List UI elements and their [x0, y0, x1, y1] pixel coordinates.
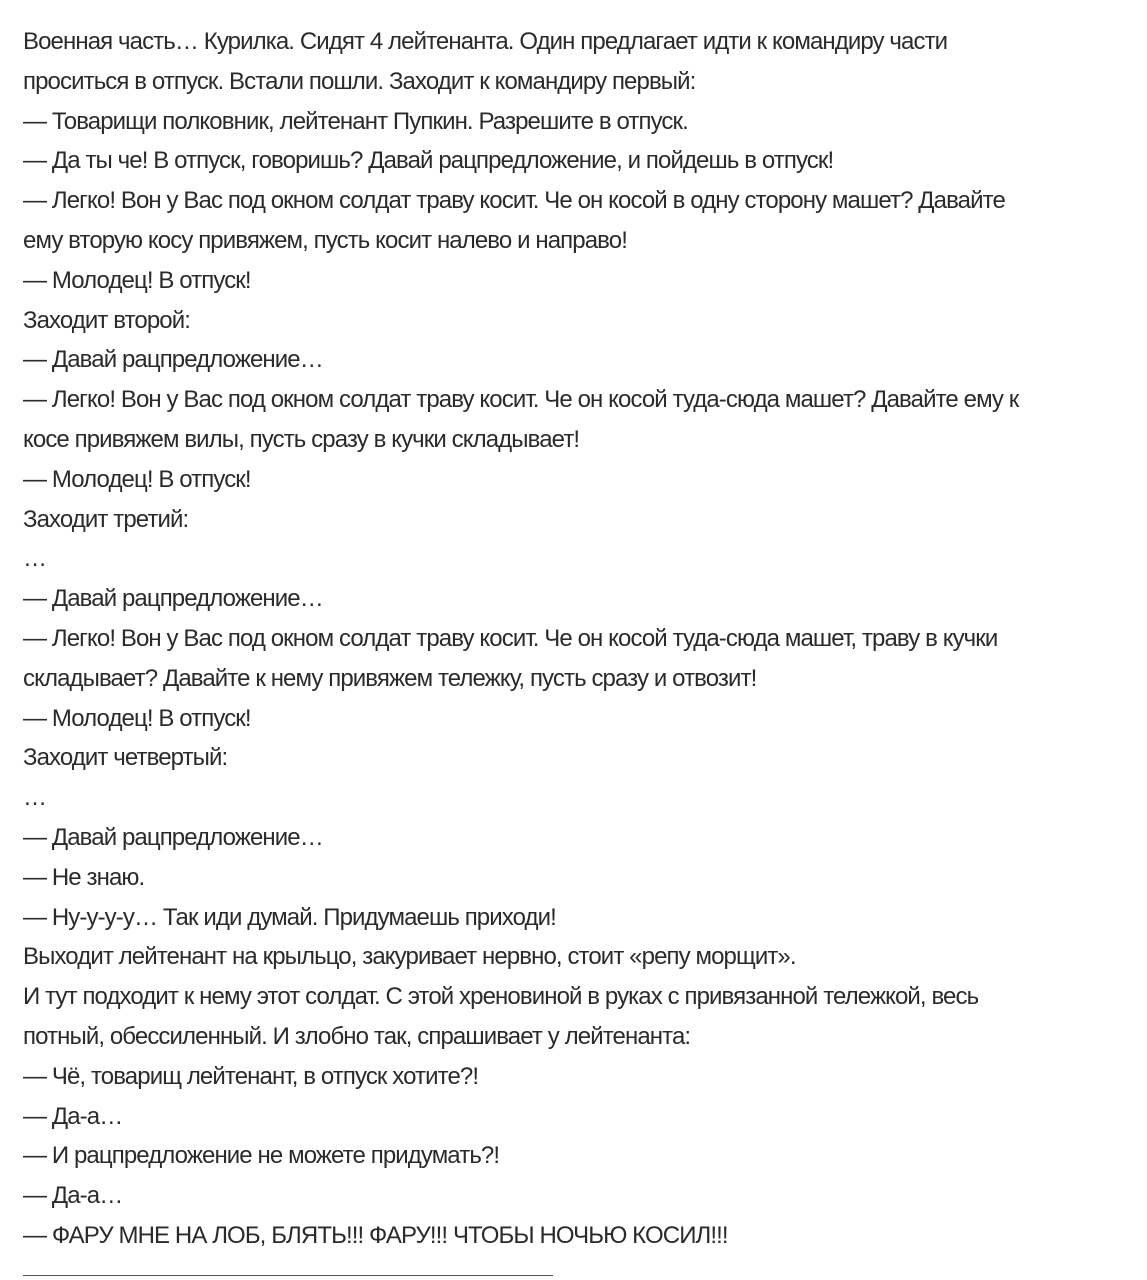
- story-line: — Ну-у-у-у… Так иди думай. Придумаешь приходи!: [23, 903, 556, 931]
- story-line: ему вторую косу привяжем, пусть косит налево и направо!: [23, 226, 627, 254]
- story-line: — Да ты че! В отпуск, говоришь? Давай рацпредложение, и пойдешь в отпуск!: [23, 147, 834, 175]
- story-line: — Давай рацпредложение…: [23, 823, 323, 851]
- story-line: — Легко! Вон у Вас под окном солдат траву косит. Че он косой в одну сторону машет? Давайте: [23, 187, 1005, 215]
- story-line: Заходит четвертый:: [23, 744, 228, 772]
- divider-line: [23, 1275, 553, 1276]
- story-line: И тут подходит к нему этот солдат. С этой хреновиной в руках с привязанной тележкой, весь: [23, 983, 979, 1011]
- story-line: — Легко! Вон у Вас под окном солдат траву косит. Че он косой туда-сюда машет, траву в кучки: [23, 624, 998, 652]
- story-line: — И рацпредложение не можете придумать?!: [23, 1142, 500, 1170]
- story-line: складывает? Давайте к нему привяжем тележку, пусть сразу и отвозит!: [23, 664, 757, 692]
- story-line: — Давай рацпредложение…: [23, 346, 323, 374]
- story-line: …: [23, 545, 47, 573]
- story-line: — Не знаю.: [23, 863, 145, 891]
- story-line: — Легко! Вон у Вас под окном солдат траву косит. Че он косой туда-сюда машет? Давайте ему к: [23, 386, 1019, 414]
- story-line: — Чё, товарищ лейтенант, в отпуск хотите?!: [23, 1062, 479, 1090]
- story-line: — Да-а…: [23, 1182, 123, 1210]
- story-line: — Давай рацпредложение…: [23, 585, 323, 613]
- story-line: …: [23, 784, 47, 812]
- story-line: Выходит лейтенант на крыльцо, закуривает нервно, стоит «репу морщит».: [23, 943, 796, 971]
- story-line: Заходит второй:: [23, 306, 191, 334]
- story-line: Военная часть… Курилка. Сидят 4 лейтенанта. Один предлагает идти к командиру части: [23, 28, 948, 55]
- story-text: [23, 22, 1147, 1256]
- story-line: Заходит третий:: [23, 505, 189, 533]
- story-line: проситься в отпуск. Встали пошли. Заходит к командиру первый:: [23, 67, 696, 95]
- story-line: — Товарищи полковник, лейтенант Пупкин. Разрешите в отпуск.: [23, 107, 688, 135]
- story-line: — Молодец! В отпуск!: [23, 266, 251, 294]
- story-line: — ФАРУ МНЕ НА ЛОБ, БЛЯТЬ!!! ФАРУ!!! ЧТОБЫ НОЧЬЮ КОСИЛ!!!: [23, 1221, 728, 1249]
- story-line: косе привяжем вилы, пусть сразу в кучки складывает!: [23, 425, 580, 453]
- story-line: — Молодец! В отпуск!: [23, 704, 251, 732]
- story-line: — Да-а…: [23, 1102, 123, 1130]
- story-line: — Молодец! В отпуск!: [23, 465, 251, 493]
- story-line: потный, обессиленный. И злобно так, спрашивает у лейтенанта:: [23, 1022, 691, 1050]
